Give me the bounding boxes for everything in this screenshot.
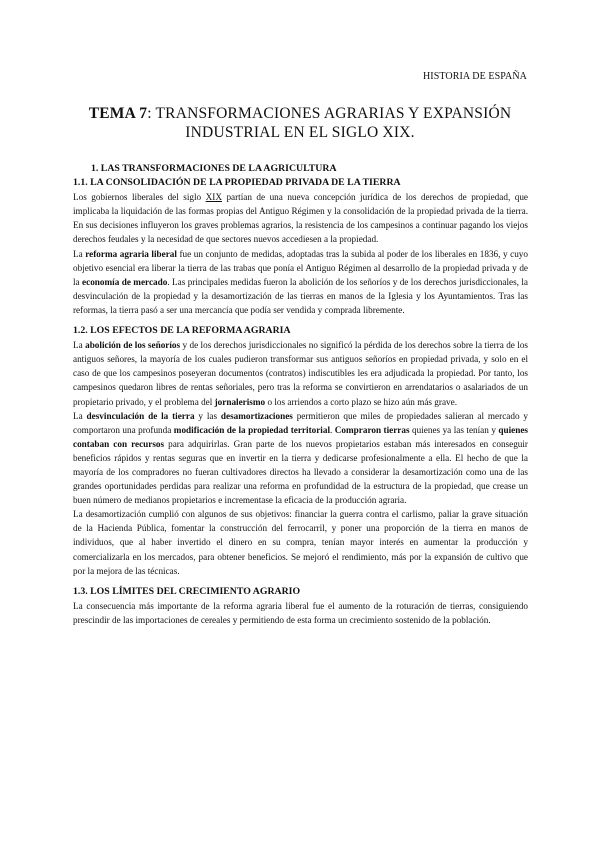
paragraph-1-2-a: La abolición de los señoríos y de los derechos jurisdiccionales no significó la pérdida de los derechos sobre la tierra de los antiguos señores, la mayoría de los cuales pudieron transformar sus antiguos señoríos en propiedad privada, y solo en el caso de que los campesinos poseyeran documentos (contratos) indiscutibles les era adjudicada la propiedad. Por tanto, los campesinos quedaron libres de rentas señoriales, pero tras la reforma se convirtieron en arrendatarios o asalariados de un propietario privado, y el problema del jornalerismo o los arriendos a corto plazo se hizo aún más grave. <box>73 340 528 407</box>
paragraph-1-2-c: La desamortización cumplió con algunos de sus objetivos: financiar la guerra contra el carlismo, paliar la grave situación de la Hacienda Pública, fomentar la construcción del ferrocarril, y poner una proporción de la tierra en manos de individuos, que al haber invertido el dinero en su compra, tenían mayor interés en aumentar la producción y comercializarla en los mercados, para obtener beneficios. Se mejoró el rendimiento, más por la expansión de cultivo que por la mejora de las técnicas. <box>73 509 528 576</box>
running-header: HISTORIA DE ESPAÑA <box>422 71 527 82</box>
subsection-heading-1-3: 1.3. LOS LÍMITES DEL CRECIMIENTO AGRARIO <box>73 585 301 597</box>
paragraph-1-1-b: La reforma agraria liberal fue un conjunto de medidas, adoptadas tras la subida al poder de los liberales en 1836, y cuyo objetivo esencial era liberar la tierra de las trabas que ponía el Antiguo Régimen al desarrollo de la propiedad privada y de la economía de mercado. Las principales medidas fueron la abolición de los señoríos y de los derechos jurisdiccionales, la desvinculación de la propiedad y la desamortización de las tierras en manos de la Iglesia y los Ayuntamientos. Tras las reformas, la tierra pasó a ser una mercancía que podía ser vendida y comprada libremente. <box>73 248 528 315</box>
document-title <box>60 104 540 142</box>
subsection-heading-1-2: 1.2. LOS EFECTOS DE LA REFORMA AGRARIA <box>73 325 291 337</box>
document-body <box>73 162 528 627</box>
section-heading-1: 1. LAS TRANSFORMACIONES DE LA AGRICULTURA <box>91 163 337 174</box>
paragraph-1-3-a: La consecuencia más importante de la reforma agraria liberal fue el aumento de la roturación de tierras, consiguiendo prescindir de las importaciones de cereales y permitiendo de esta forma un crecimiento sostenido de la población. <box>73 600 528 625</box>
paragraph-1-1-a: Los gobiernos liberales del siglo XIX partían de una nueva concepción jurídica de los derechos de propiedad, que implicaba la liquidación de las formas propias del Antiguo Régimen y la consolidación de la propiedad privada de la tierra. En sus decisiones influyeron los graves problemas agrarios, la resistencia de los campesinos a continuar pagando los viejos derechos feudales y la necesidad de que sectores nuevos accediesen a la propiedad. <box>73 192 528 245</box>
title-rest-line1: : TRANSFORMACIONES AGRARIAS Y EXPANSIÓN <box>147 105 512 122</box>
subsection-heading-1-1: 1.1. LA CONSOLIDACIÓN DE LA PROPIEDAD PRIVADA DE LA TIERRA <box>73 177 401 189</box>
paragraph-1-2-b: La desvinculación de la tierra y las desamortizaciones permitieron que miles de propiedades salieran al mercado y comportaron una profunda modificación de la propiedad territorial. Compraron tierras quienes ya las tenían y quienes contaban con recursos para adquirirlas. Gran parte de los nuevos propietarios estaban más interesados en conseguir beneficios rápidos y rentas seguras que en invertir en la tierra y dedicarse profesionalmente a ella. El hecho de que la mayoría de los compradores no fueran cultivadores directos ha llevado a considerar la desamortización como una de las grandes oportunidades perdidas para realizar una reforma en profundidad de la estructura de la propiedad, que crease un buen número de medianos propietarios e incrementase la eficacia de la producción agraria. <box>73 410 529 506</box>
title-lead: TEMA 7 <box>88 105 148 122</box>
title-line2: INDUSTRIAL EN EL SIGLO XIX. <box>185 124 415 141</box>
